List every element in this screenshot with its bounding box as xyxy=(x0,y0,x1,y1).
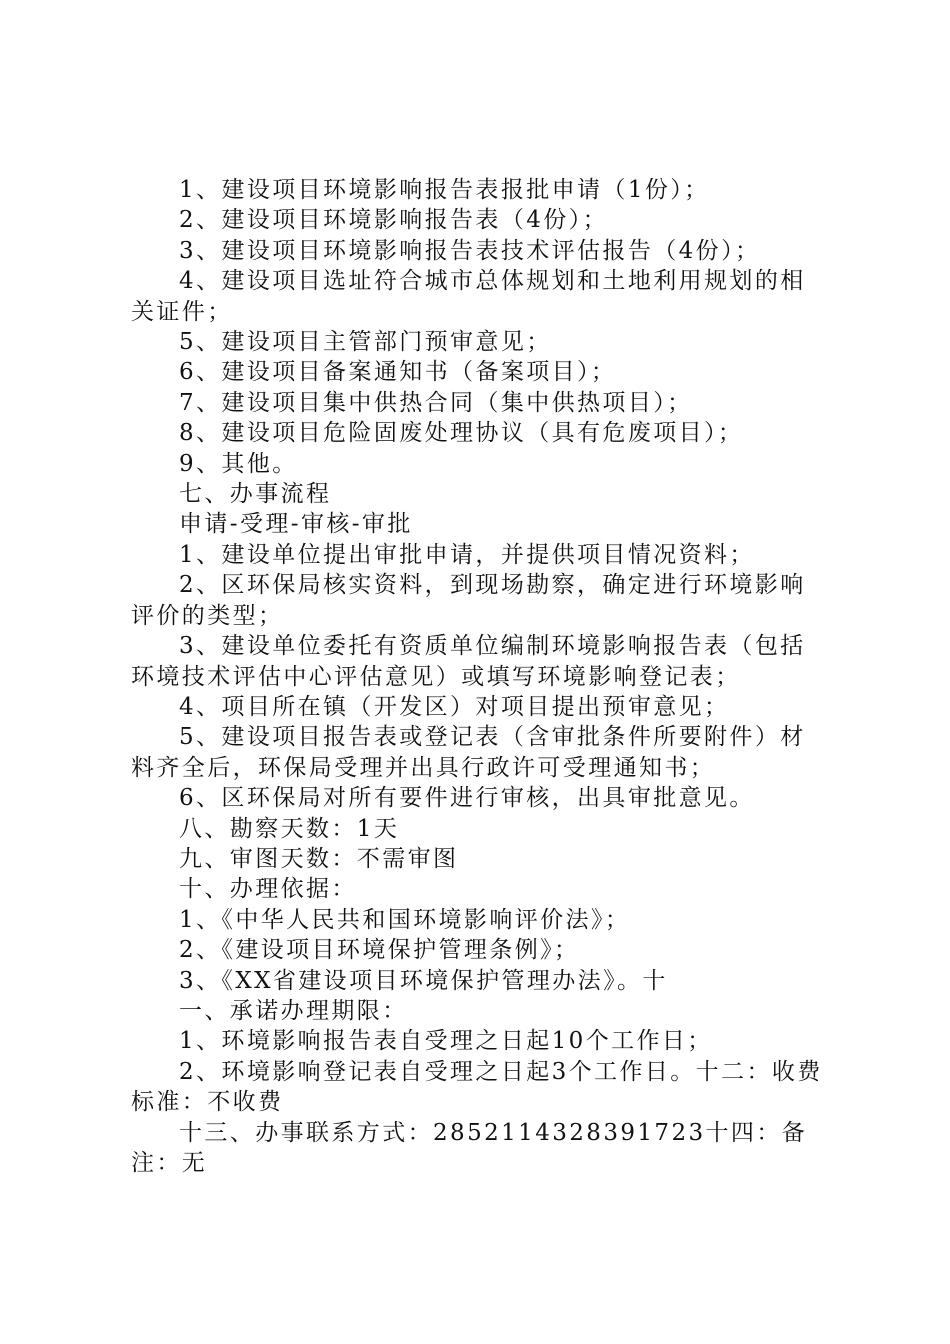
paragraph-4: 4、建设项目选址符合城市总体规划和土地利用规划的相关证件； xyxy=(131,268,806,325)
paragraph-27: 十三、办事联系方式：2852114328391723十四：备注：无 xyxy=(131,1119,808,1176)
section-heading-review-days: 九、审图天数：不需审图 xyxy=(179,845,459,872)
paragraph-2: 2、建设项目环境影响报告表（4份）； xyxy=(179,207,608,234)
paragraph-6: 6、建设项目备案通知书（备案项目）； xyxy=(179,359,617,386)
process-flow: 申请-受理-审核-审批 xyxy=(179,511,413,538)
paragraph-12: 1、建设单位提出审批申请，并提供项目情况资料； xyxy=(179,541,755,568)
paragraph-21: 1、《中华人民共和国环境影响评价法》； xyxy=(179,906,631,933)
paragraph-1: 1、建设项目环境影响报告表报批申请（1份）； xyxy=(179,177,710,203)
paragraph-5: 5、建设项目主管部门预审意见； xyxy=(179,329,552,356)
paragraph-23: 3、《XX省建设项目环境保护管理办法》。十 xyxy=(179,967,668,994)
paragraph-25: 1、环境影响报告表自受理之日起10个工作日； xyxy=(179,1028,713,1055)
document-body xyxy=(131,175,831,1178)
paragraph-7: 7、建设项目集中供热合同（集中供热项目）； xyxy=(179,389,693,416)
section-heading-basis: 十、办理依据： xyxy=(179,876,357,903)
paragraph-13: 2、区环保局核实资料，到现场勘察，确定进行环境影响评价的类型； xyxy=(131,572,806,629)
paragraph-14: 3、建设单位委托有资质单位编制环境影响报告表（包括环境技术评估中心评估意见）或填写环境影响登记表； xyxy=(131,633,806,690)
paragraph-22: 2、《建设项目环境保护管理条例》； xyxy=(179,937,580,964)
paragraph-15: 4、项目所在镇（开发区）对项目提出预审意见； xyxy=(179,693,730,720)
paragraph-17: 6、区环保局对所有要件进行审核，出具审批意见。 xyxy=(179,785,755,812)
paragraph-3: 3、建设项目环境影响报告表技术评估报告（4份）； xyxy=(179,237,761,264)
paragraph-8: 8、建设项目危险固废处理协议（具有危废项目）； xyxy=(179,420,744,447)
section-heading-survey-days: 八、勘察天数：1天 xyxy=(179,815,400,842)
section-heading-deadline: 一、承诺办理期限： xyxy=(179,997,408,1024)
paragraph-16: 5、建设项目报告表或登记表（含审批条件所要附件）材料齐全后，环保局受理并出具行政许可受理通知书； xyxy=(131,724,806,781)
paragraph-9: 9、其他。 xyxy=(179,450,298,477)
section-heading-process: 七、办事流程 xyxy=(179,481,332,508)
paragraph-26: 2、环境影响登记表自受理之日起3个工作日。十二：收费标准：不收费 xyxy=(131,1058,823,1116)
